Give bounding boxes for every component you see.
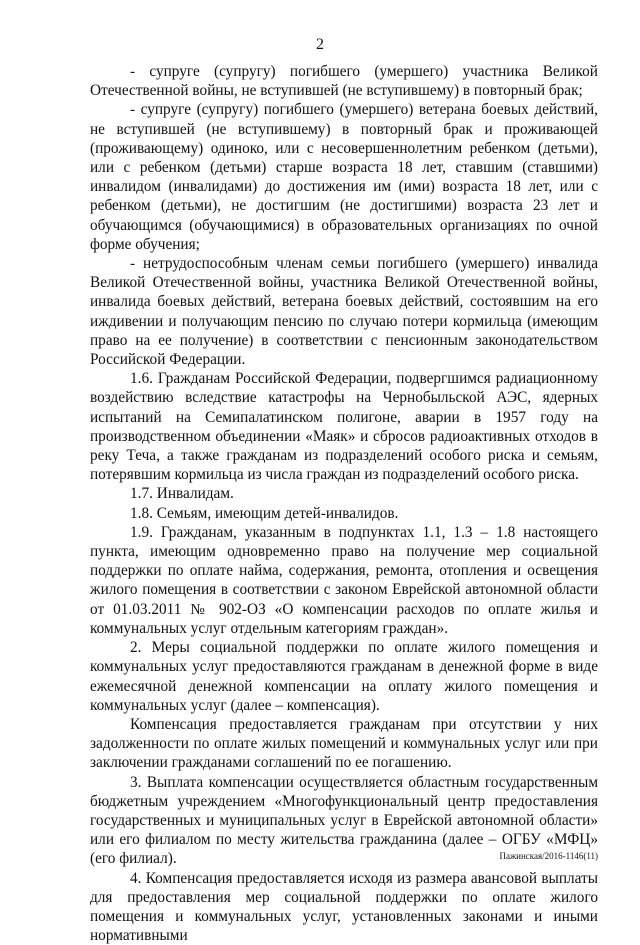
- paragraph-1-9-citizens: 1.9. Гражданам, указанным в подпунктах 1.1, 1.3 – 1.8 настоящего пункта, имеющим одновременно право на получение мер социальной поддержки по оплате найма, содержания, ремонта, отопления и освещения жилого помещения в соответствии с законом Еврейской автономной области от 01.03.2011 № 902-ОЗ «О компенсации расходов по оплате жилья и коммунальных услуг отдельным категориям граждан».: [90, 523, 598, 637]
- paragraph-4-compensation-basis: 4. Компенсация предоставляется исходя из размера авансовой выплаты для предоставления мер социальной поддержки по оплате жилого помещения и коммунальных услуг, установленных законами и иными нормативными: [90, 869, 598, 945]
- paragraph-1-7-disabled: 1.7. Инвалидам.: [130, 485, 234, 503]
- paragraph-1-8-families: 1.8. Семьям, имеющим детей-инвалидов.: [130, 504, 399, 522]
- paragraph-spouse-wwii-participant: - супруге (супругу) погибшего (умершего) участника Великой Отечественной войны, не вступившей (не вступившему) в повторный брак;: [90, 63, 598, 100]
- paragraph-2-measures: 2. Меры социальной поддержки по оплате жилого помещения и коммунальных услуг предоставляются гражданам в денежной форме в виде ежемесячной денежной компенсации на оплату жилого помещения и коммунальных услуг (далее – компенсация).: [90, 639, 598, 714]
- document-body: [90, 62, 598, 945]
- paragraph-3-payment: 3. Выплата компенсации осуществляется областным государственным бюджетным учреждением «Многофункциональный центр предоставления государственных и муниципальных услуг в Еврейской автономной области» или его филиалом по месту жительства гражданина (далее – ОГБУ «МФЦ» (его филиал).: [90, 773, 598, 868]
- paragraph-compensation-condition: Компенсация предоставляется гражданам при отсутствии у них задолженности по оплате жилых помещений и коммунальных услуг или при заключении гражданами соглашений по ее погашению.: [90, 715, 598, 772]
- paragraph-spouse-combat-veteran: - супруге (супругу) погибшего (умершего) ветерана боевых действий, не вступившей (не вступившему) в повторный брак и проживающей (проживающему) одиноко, или с несовершеннолетним ребенком (детьми), или с ребенком (детьми) старше возраста 18 лет, ставшим (ставшими) инвалидом (инвалидами) до достижения им (ими) возраста 18 лет, или с ребенком (детьми), не достигшим (не достигшими) возраста 23 лет и обучающимся (обучающимися) в образовательных организациях по очной форме обучения;: [90, 101, 598, 253]
- document-code: Пажинская/2016-1146(11): [499, 851, 598, 861]
- paragraph-1-6-radiation: 1.6. Гражданам Российской Федерации, подвергшимся радиационному воздействию вследствие катастрофы на Чернобыльской АЭС, ядерных испытаний на Семипалатинском полигоне, аварии в 1957 году на производственном объединении «Маяк» и сбросов радиоактивных отходов в реку Теча, а также гражданам из подразделений особого риска и семьям, потерявшим кормильца из числа граждан из подразделений особого риска.: [90, 370, 598, 484]
- page-number: 2: [316, 36, 324, 53]
- paragraph-disabled-family-members: - нетрудоспособным членам семьи погибшего (умершего) инвалида Великой Отечественной войны, участника Великой Отечественной войны, инвалида боевых действий, ветерана боевых действий, состоявшим на его иждивении и получающим пенсию по случаю потери кормильца (имеющим право на ее получение) в соответствии с пенсионным законодательством Российской Федерации.: [90, 255, 598, 369]
